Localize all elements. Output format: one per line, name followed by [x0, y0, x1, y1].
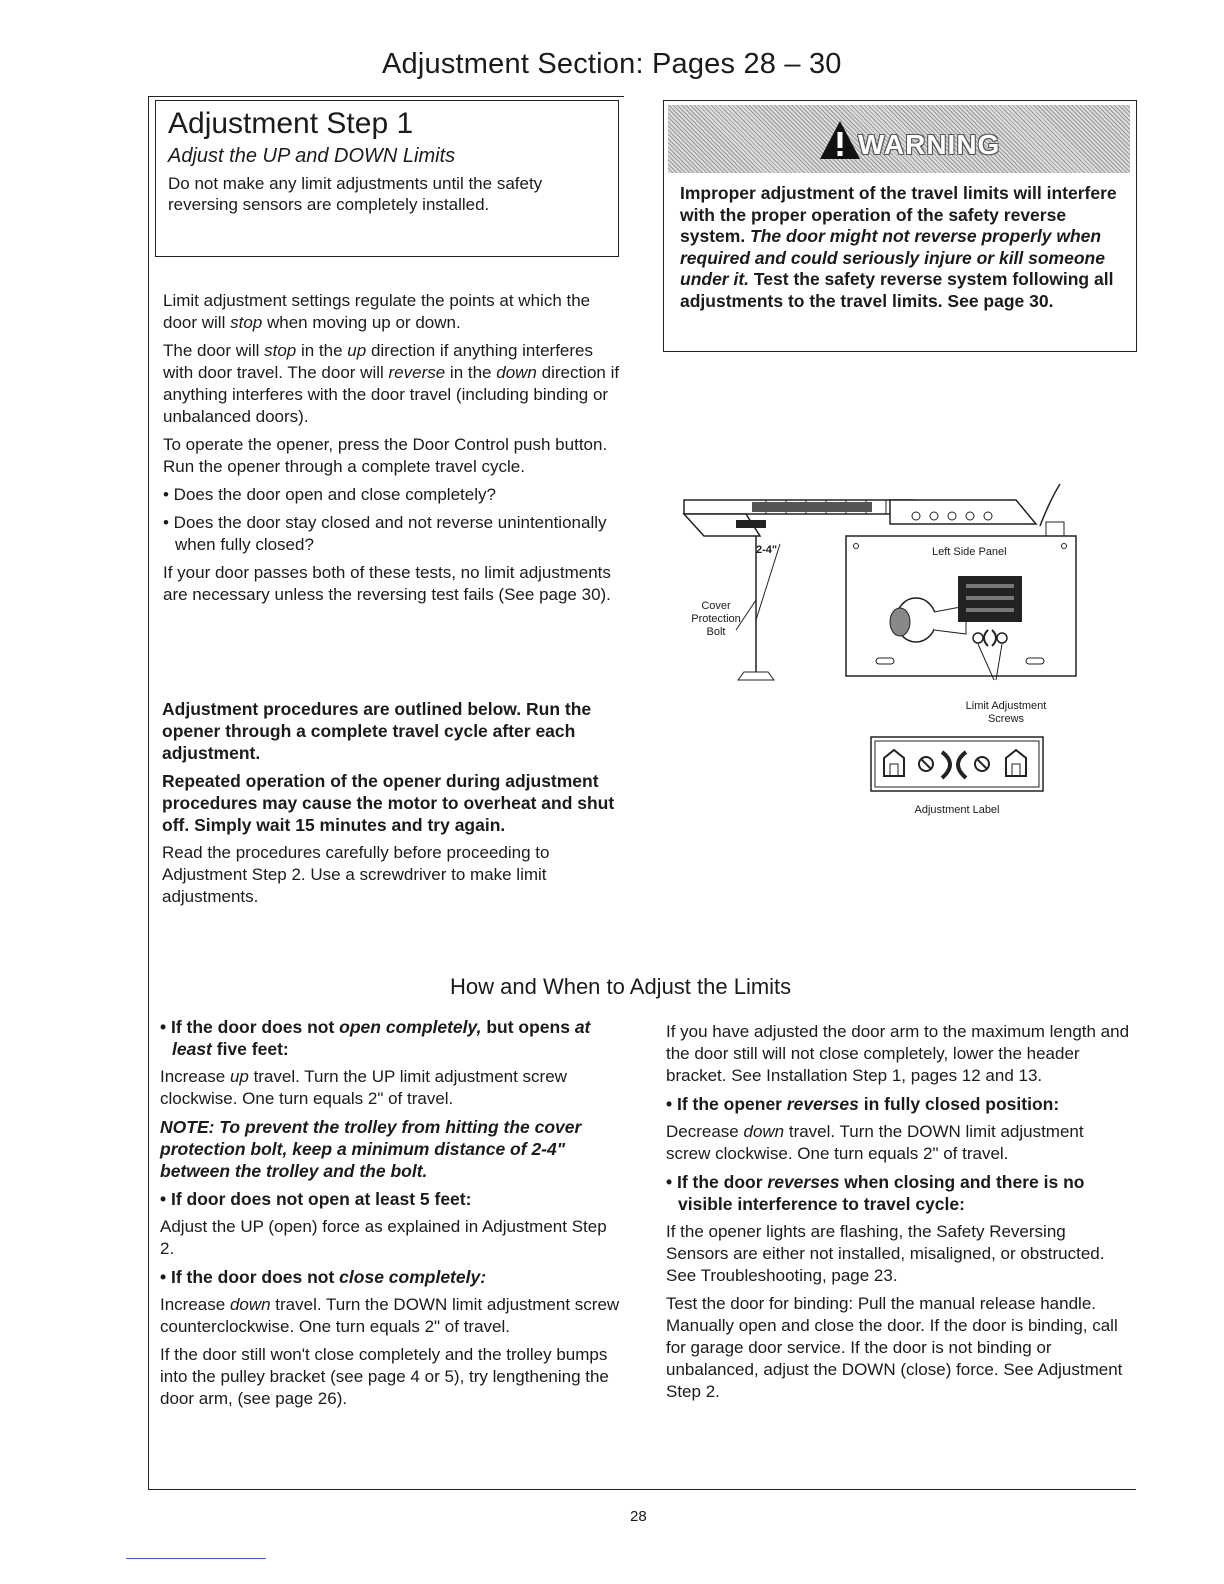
- distance-label: 2-4": [756, 544, 778, 556]
- condition-text: If the opener lights are flashing, the Safety Reversing Sensors are either not installed, misaligned, or obstructed. See Troubleshooting, page 23.: [666, 1222, 1105, 1285]
- how-title: How and When to Adjust the Limits: [450, 974, 792, 999]
- condition-text: Decrease down travel. Turn the DOWN limit adjustment screw clockwise. One turn equals 2" of travel.: [666, 1122, 1084, 1163]
- step-title: Adjustment Step 1: [168, 107, 414, 140]
- bullet-item: • Does the door open and close completely?: [163, 485, 496, 504]
- condition-text: If the door still won't close completely and the trolley bumps into the pulley bracket (see page 4 or 5), try lengthening the door arm, (see page 26).: [160, 1345, 609, 1408]
- frame-bottom-rule: [148, 1489, 1136, 1490]
- cover-bolt-label: Cover Protection Bolt: [691, 600, 741, 638]
- warning-box: [663, 100, 1137, 352]
- frame-left-rule: [148, 96, 149, 1489]
- condition-heading: • If door does not open at least 5 feet:: [160, 1189, 472, 1209]
- procedures-text: [162, 698, 624, 914]
- step-subtitle: Adjust the UP and DOWN Limits: [168, 145, 456, 167]
- condition-text: Test the door for binding: Pull the manual release handle. Manually open and close the door. If the door is binding, call for garage door service. If the door is not binding or unbalanced, adjust the DOWN (close) force. See Adjustment Step 2.: [666, 1294, 1123, 1401]
- condition-text: Increase down travel. Turn the DOWN limit adjustment screw counterclockwise. One turn equals 2" of travel.: [160, 1295, 620, 1336]
- screws-label: Limit Adjustment Screws: [965, 700, 1047, 725]
- intro-paragraph: The door will stop in the up direction if anything interferes with door travel. The door will reverse in the down direction if anything interferes with the door travel (including binding or unbalanced doors).: [163, 341, 620, 426]
- intro-paragraph: To operate the opener, press the Door Control push button. Run the opener through a complete travel cycle.: [163, 435, 608, 476]
- page-number: 28: [630, 1508, 647, 1525]
- procedure-paragraph: Repeated operation of the opener during adjustment procedures may cause the motor to overheat and shut off. Simply wait 15 minutes and try again.: [162, 771, 615, 835]
- warning-banner: [668, 105, 1130, 173]
- adjustment-label-icon: [870, 736, 1044, 792]
- opener-diagram: [676, 480, 1096, 820]
- section-title: Adjustment Section: Pages 28 – 30: [382, 48, 842, 80]
- condition-heading: • If the door does not close completely:: [160, 1267, 487, 1287]
- condition-text: Adjust the UP (open) force as explained in Adjustment Step 2.: [160, 1217, 607, 1258]
- how-right-column: [666, 1021, 1132, 1409]
- condition-heading: • If the door reverses when closing and there is no visible interference to travel cycle:: [666, 1172, 1085, 1214]
- warning-triangle-icon: [818, 119, 862, 161]
- adjustment-step-box: [155, 100, 619, 257]
- procedure-paragraph: Adjustment procedures are outlined below. Run the opener through a complete travel cycle after each adjustment.: [162, 699, 592, 763]
- procedure-paragraph: Read the procedures carefully before proceeding to Adjustment Step 2. Use a screwdriver to make limit adjustments.: [162, 843, 550, 906]
- condition-heading: • If the door does not open completely, but opens at least five feet:: [160, 1017, 591, 1059]
- intro-text: [163, 290, 625, 612]
- adjustment-label-caption: Adjustment Label: [914, 804, 1000, 816]
- warning-text: Improper adjustment of the travel limits will interfere with the proper operation of the safety reverse system. The door might not reverse properly when required and could seriously injure or kill someone under it. Test the safety reverse system following all adjustments to the travel limits. See page 30.: [680, 183, 1117, 311]
- warning-title: WARNING: [858, 129, 1001, 160]
- panel-label: Left Side Panel: [932, 546, 1007, 558]
- note-text: NOTE: To prevent the trolley from hitting the cover protection bolt, keep a minimum distance of 2-4" between the trolley and the bolt.: [160, 1117, 582, 1181]
- intro-paragraph: If your door passes both of these tests, no limit adjustments are necessary unless the reversing test fails (See page 30).: [163, 563, 611, 604]
- condition-heading: • If the opener reverses in fully closed position:: [666, 1094, 1060, 1114]
- bullet-item: • Does the door stay closed and not reverse unintentionally when fully closed?: [163, 513, 607, 554]
- condition-text: If you have adjusted the door arm to the maximum length and the door still will not close completely, lower the header bracket. See Installation Step 1, pages 12 and 13.: [666, 1022, 1130, 1085]
- step-note: Do not make any limit adjustments until the safety reversing sensors are completely installed.: [168, 174, 543, 214]
- footer-rule: [126, 1558, 266, 1559]
- frame-top-rule: [148, 96, 624, 97]
- opener-illustration: [676, 480, 1096, 690]
- condition-text: Increase up travel. Turn the UP limit adjustment screw clockwise. One turn equals 2" of travel.: [160, 1067, 567, 1108]
- how-left-column: [160, 1016, 622, 1416]
- intro-paragraph: Limit adjustment settings regulate the points at which the door will stop when moving up or down.: [163, 291, 591, 332]
